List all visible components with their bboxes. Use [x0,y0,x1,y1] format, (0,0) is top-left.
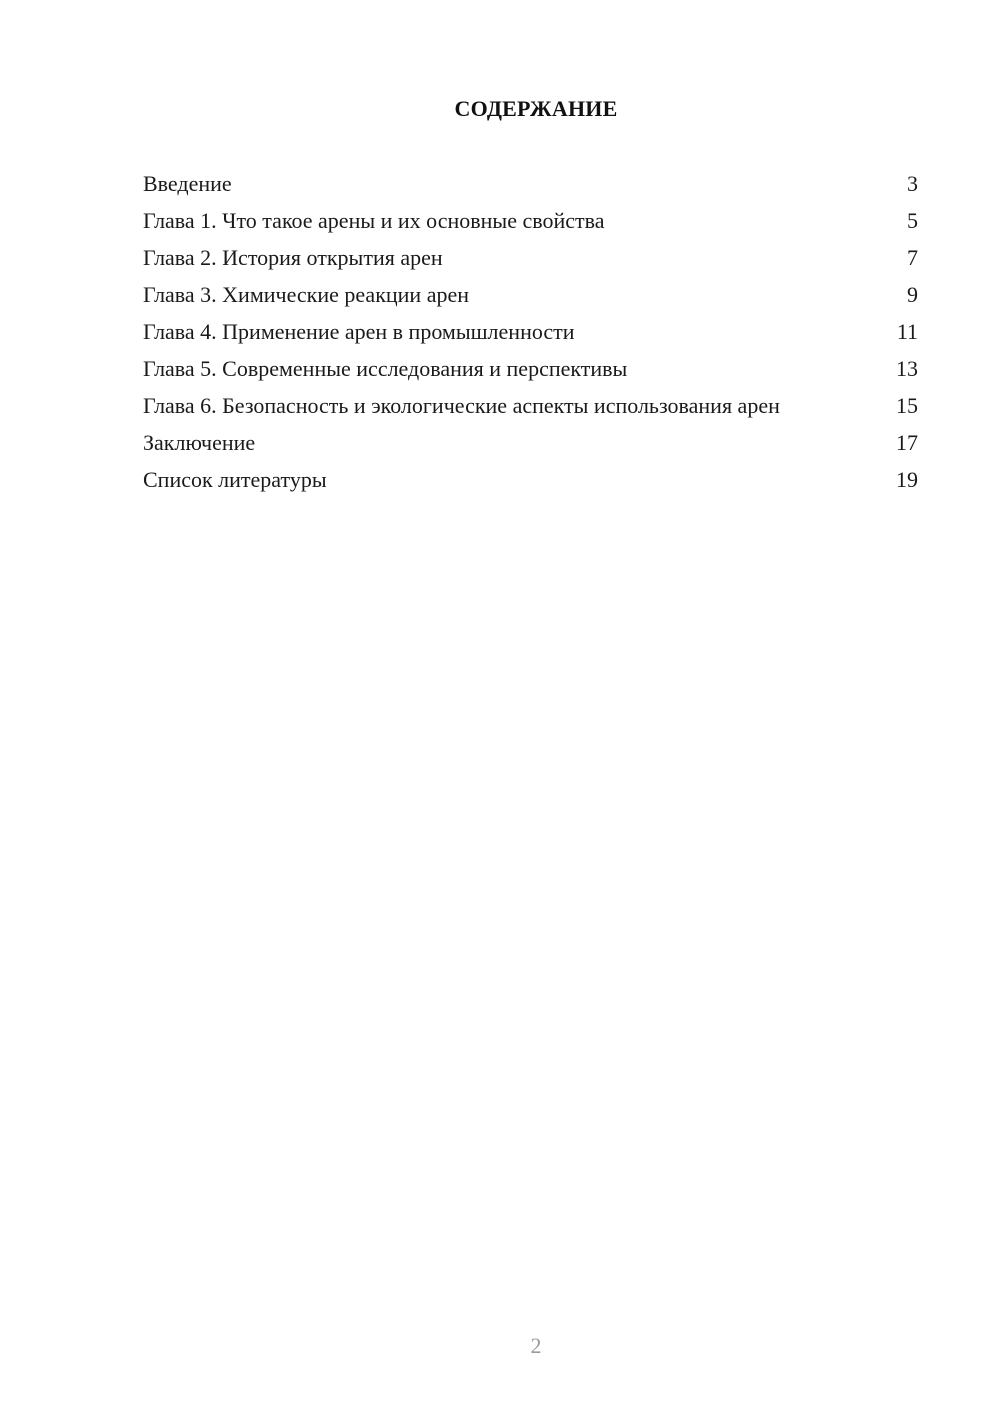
toc-entry-label: Глава 1. Что такое арены и их основные свойства [143,208,605,233]
toc-entry-page: 13 [896,356,918,381]
toc-entry-chapter-1 [143,208,918,234]
toc-entry-chapter-3 [143,282,918,308]
toc-entry-page: 3 [907,171,918,196]
toc-entry-page: 15 [896,393,918,418]
toc-entry-label: Глава 5. Современные исследования и перспективы [143,356,628,381]
table-of-contents [143,171,918,504]
toc-entry-chapter-2 [143,245,918,271]
toc-entry-page: 17 [896,430,918,455]
toc-entry-page: 11 [896,319,918,344]
toc-entry-chapter-5 [143,356,918,382]
toc-entry-label: Заключение [143,430,256,455]
toc-entry-label: Глава 4. Применение арен в промышленности [143,319,575,344]
toc-entry-label: Глава 2. История открытия арен [143,245,443,270]
toc-entry-page: 7 [907,245,918,270]
toc-entry-chapter-6 [143,393,918,419]
toc-heading: СОДЕРЖАНИЕ [454,96,618,121]
toc-entry-page: 5 [907,208,918,233]
toc-entry-label: Введение [143,171,232,196]
toc-entry-introduction [143,171,918,197]
toc-entry-page: 9 [907,282,918,307]
toc-entry-page: 19 [896,467,918,492]
toc-entry-conclusion [143,430,918,456]
toc-entry-references [143,467,918,493]
page-number: 2 [530,1333,542,1358]
toc-entry-label: Глава 3. Химические реакции арен [143,282,470,307]
toc-entry-label: Глава 6. Безопасность и экологические аспекты использования арен [143,393,780,418]
toc-entry-label: Список литературы [143,467,327,492]
toc-entry-chapter-4 [143,319,918,345]
